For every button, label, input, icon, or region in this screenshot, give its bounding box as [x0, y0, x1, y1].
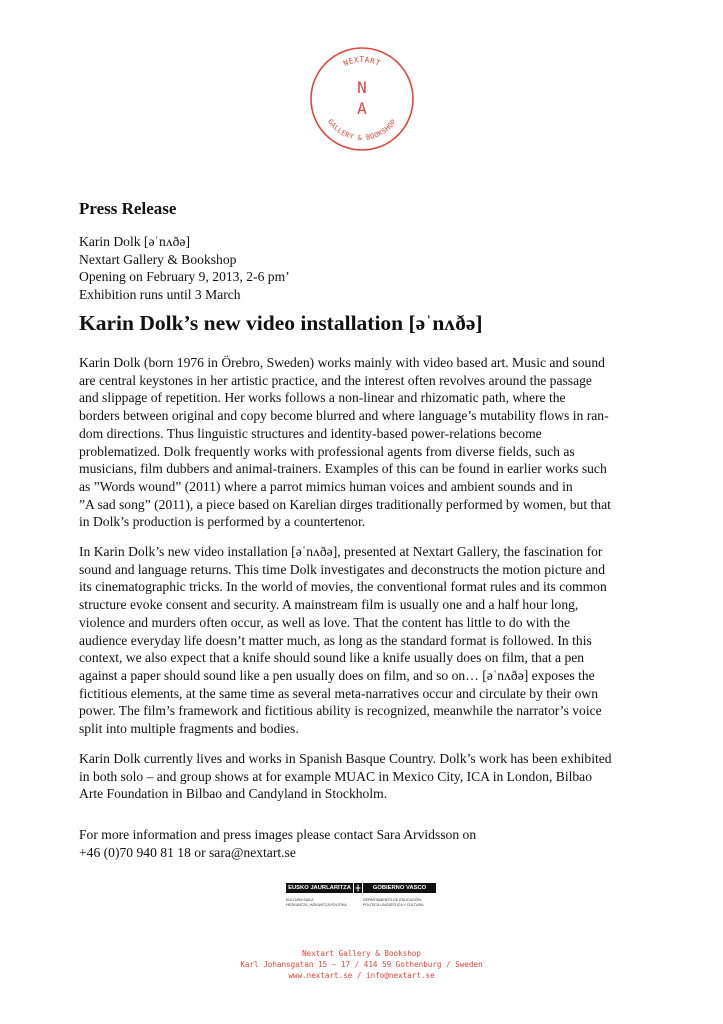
footer-address [0, 948, 723, 981]
contact-line: For more information and press images please contact Sara Arvidsson on [79, 827, 477, 842]
paragraph-line: Arte Foundation in Bilbao and Candyland in Stockholm. [79, 786, 388, 802]
paragraph-line: ”A sad song” (2011), a piece based on Karelian dirges traditionally performed by women, but that [79, 496, 611, 512]
paragraph-line: in Dolk’s production is performed by a countertenor. [79, 514, 366, 530]
paragraph-line: its cinematographic tricks. In the world of movies, the conventional format rules and its common [79, 579, 607, 595]
footer-gallery-name: Nextart Gallery & Bookshop [302, 949, 421, 958]
sponsor-sub-line: KULTURA SAILA [286, 898, 314, 902]
paragraph-line: and slippage of repetition. Her works follows a non-linear and rhizomatic path, where the [79, 390, 566, 406]
info-runs-until: Exhibition runs until 3 March [79, 286, 241, 302]
paragraph-line: borders between original and copy become blurred and where language’s mutability flows in ran- [79, 408, 609, 424]
sponsor-sub-line: DEPARTAMENTO DE EDUCACIÓN, [363, 898, 422, 902]
logo-ring-bottom-text: GALLERY & BOOKSHOP [325, 117, 399, 143]
sponsor-sub-line: POLÍTICA LINGÜÍSTICA Y CULTURA [363, 902, 424, 907]
paragraph-line: against a paper should sound like a pen usually does on film, and so on… [əˈnʌðə] exposes the [79, 667, 595, 683]
sponsor-sub-line: HEZKUNTZA, HIZKUNTZA POLITIKA [286, 902, 347, 907]
paragraph-installation [79, 543, 649, 738]
contact-info [79, 826, 649, 861]
svg-text:NEXTART [342, 55, 382, 68]
logo-letter-a: A [357, 99, 367, 118]
logo-letter-n: N [357, 78, 367, 97]
logo-ring-top-text: NEXTART [341, 55, 383, 69]
paragraph-artist-location [79, 750, 649, 803]
info-artist: Karin Dolk [əˈnʌðə] [79, 234, 190, 249]
paragraph-line: are central keystones in her artistic practice, and the interest often revolves around the passage [79, 372, 592, 388]
exhibition-info [79, 233, 290, 303]
paragraph-line: audience everyday life doesn’t matter much, as long as the standard format is followed. In this [79, 632, 592, 648]
paragraph-line: sound and language returns. This time Dolk investigates and deconstructs the motion picture and [79, 561, 606, 577]
paragraph-line: as ”Words wound” (2011) where a parrot mimics human voices and ambient sounds and in [79, 478, 573, 494]
contact-phone-email[interactable]: +46 (0)70 940 81 18 or sara@nextart.se [79, 844, 296, 860]
paragraph-artist-intro [79, 354, 649, 531]
press-release-title: Press Release [79, 199, 177, 218]
sponsor-label-spanish: GOBIERNO VASCO [363, 883, 436, 893]
paragraph-line: in both solo – and group shows at for example MUAC in Mexico City, ICA in London, Bilbao [79, 768, 592, 784]
info-opening: Opening on February 9, 2013, 2-6 pm’ [79, 269, 290, 284]
paragraph-line: split into multiple fragments and bodies. [79, 721, 299, 737]
paragraph-line: context, we also expect that a knife should sound like a knife usually does on film, that a pen [79, 650, 585, 666]
basque-emblem-icon [354, 883, 362, 893]
footer-web-email[interactable]: www.nextart.se / info@nextart.se [288, 971, 435, 980]
paragraph-line: fictitious elements, at the same time as several meta-narratives occur and circulate by their own [79, 685, 598, 701]
sponsor-sub-spanish [363, 898, 424, 907]
paragraph-line: dom directions. Thus linguistic structures and identity-based power-relations become [79, 425, 542, 441]
svg-text:GALLERY & BOOKSHOP [326, 118, 398, 142]
paragraph-line: power. The film’s framework and fictitious ability is recognized, meanwhile the narrator’s voice [79, 703, 602, 719]
nextart-logo [309, 46, 415, 152]
headline: Karin Dolk’s new video installation [əˈnʌðə] [79, 311, 483, 335]
paragraph-line: structure evoke consent and security. A mainstream film is usually one and a half hour long, [79, 597, 579, 613]
paragraph-line: Karin Dolk currently lives and works in Spanish Basque Country. Dolk’s work has been exhibited [79, 751, 612, 766]
info-venue: Nextart Gallery & Bookshop [79, 251, 237, 267]
paragraph-line: violence and murders often occur, as well as love. That the content has little to do with the [79, 614, 571, 630]
paragraph-line: Karin Dolk (born 1976 in Örebro, Sweden) works mainly with video based art. Music and sound [79, 355, 605, 370]
sponsor-sub-basque [286, 898, 347, 907]
paragraph-line: musicians, film dubbers and animal-trainers. Examples of this can be found in earlier works such [79, 461, 607, 477]
sponsor-label-basque: EUSKO JAURLARITZA [286, 883, 353, 893]
footer-street-address: Karl Johansgatan 15 – 17 / 414 59 Gothenburg / Sweden [240, 960, 483, 969]
paragraph-line: In Karin Dolk’s new video installation [əˈnʌðə], presented at Nextart Gallery, the fascination for [79, 544, 603, 559]
paragraph-line: problematized. Dolk frequently works with professional agents from diverse fields, such as [79, 443, 575, 459]
basque-government-logo [286, 883, 436, 919]
